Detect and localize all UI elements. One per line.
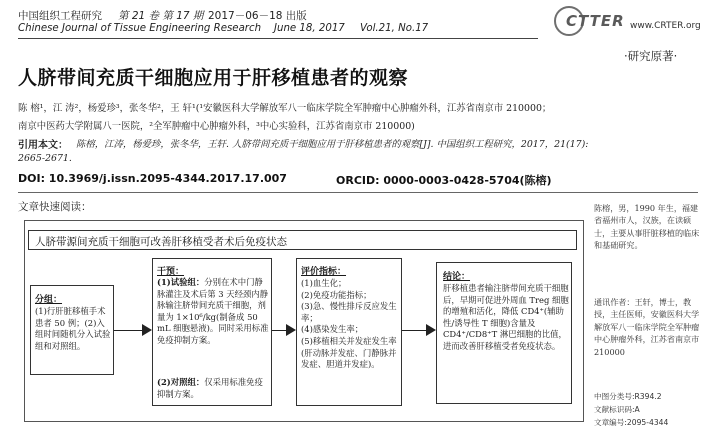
- conclusion-text: 肝移植患者输注脐带间充质干细胞后，早期可促进外周血 Treg 细胞的增殖和活化，降低 CD4⁺(辅助性/诱导性 T 细胞)含量及 CD4⁺/CD8⁺T 淋巴细胞的比值，进而改善肝移植受者免疫状态。: [443, 283, 569, 351]
- class-number: 中图分类号:R394.2: [594, 392, 662, 401]
- exp-label: (1)试验组：: [157, 277, 205, 287]
- arrow-line: [272, 330, 286, 331]
- citation-text: 陈榕，江涛，杨爱珍，张冬华，王轩. 人脐带间充质干细胞应用于肝移植患者的观察[J]. 中国组织工程研究，2017，21(17):: [76, 139, 589, 150]
- doi[interactable]: DOI: 10.3969/j.issn.2095-4344.2017.17.007: [18, 172, 287, 185]
- intervention-ctrl: [157, 377, 269, 400]
- arrow-right-icon: [426, 324, 436, 336]
- logo-text: CTTER: [566, 12, 625, 30]
- eval-item: (2)免疫功能指标；: [301, 289, 372, 300]
- ctrl-text: 仅采用标准免疫抑制方案。: [157, 377, 263, 399]
- author-bio: 陈榕，男，1990 年生，福建省福州市人，汉族，在读硕士，主要从事肝脏移植的临床和基础研究。: [594, 203, 700, 251]
- evaluation-title: 评价指标：: [301, 267, 347, 277]
- authors-line-2: 南京中医药大学附属八一医院，²全军肿瘤中心肿瘤外科，³中心实验科，江苏省南京市 210000): [18, 121, 415, 132]
- journal-logo: [550, 4, 630, 40]
- quick-read-label: 文章快速阅读：: [18, 201, 92, 213]
- eval-item: (1)血生化；: [301, 278, 347, 288]
- group-box: [30, 285, 114, 375]
- eval-item: (5)移植相关并发症发生率(肝动脉并发症、门静脉并发症、胆道并发症)。: [301, 335, 397, 370]
- article-number: 文章编号:2095-4344: [594, 418, 669, 427]
- arrow-line: [402, 330, 426, 331]
- group-text: (1)行肝脏移植手术患者 50 例；(2)入组时间随机分入试验组和对照组。: [35, 306, 111, 351]
- evaluation-list: [301, 278, 399, 371]
- header-rule: [18, 38, 538, 39]
- citation-pages: 2665-2671.: [18, 153, 72, 164]
- eval-item: (4)感染发生率；: [301, 324, 364, 335]
- date-en: June 18, 2017: [274, 23, 345, 34]
- article-type: ·研究原著·: [624, 49, 678, 63]
- flowchart-banner: [28, 230, 577, 250]
- journal-name-cn: 中国组织工程研究: [18, 10, 102, 22]
- date-cn: 2017－06－18 出版: [208, 10, 307, 22]
- issue-cn: 第 21 卷 第 17 期: [118, 10, 204, 22]
- conclusion-title: 结论：: [443, 272, 471, 282]
- banner-text: 人脐带源间充质干细胞可改善肝移植受者术后免疫状态: [35, 236, 287, 248]
- arrow-right-icon: [286, 324, 296, 336]
- journal-name-en: Chinese Journal of Tissue Engineering Research: [18, 23, 262, 34]
- website[interactable]: www.CRTER.org: [630, 21, 701, 31]
- ctrl-label: (2)对照组：: [157, 377, 205, 387]
- orcid[interactable]: ORCID: 0000-0003-0428-5704(陈榕): [336, 174, 552, 187]
- article-title: 人脐带间充质干细胞应用于肝移植患者的观察: [18, 67, 409, 89]
- intervention-box: [152, 258, 272, 406]
- doi-rule: [18, 192, 698, 193]
- eval-item: (3)急、慢性排斥反应发生率；: [301, 301, 397, 323]
- arrow-line: [114, 330, 142, 331]
- corresponding-author: 通讯作者：王轩，博士，教授，主任医师，安徽医科大学解放军八一临床学院全军肿瘤中心肿瘤外科，江苏省南京市 210000: [594, 297, 700, 357]
- exp-text: 分别在术中门静脉灌注及术后第 3 天经颈内静脉输注脐带间充质干细胞，剂量为 1×10⁶/kg(制备成 50 mL 细胞悬液)。同时采用标准免疫抑制方案。: [157, 277, 269, 345]
- volume-en: Vol.21, No.17: [360, 23, 429, 34]
- intervention-exp: [157, 277, 269, 347]
- intervention-title: 干预：: [157, 267, 185, 277]
- document-code: 文献标识码:A: [594, 405, 640, 414]
- arrow-right-icon: [142, 324, 152, 336]
- authors-line-1: 陈 榕¹，江 涛²，杨爱珍³，张冬华²，王 轩¹(¹安徽医科大学解放军八一临床学院全军肿瘤中心肿瘤外科，江苏省南京市 210000；: [18, 103, 552, 114]
- group-title: 分组：: [35, 295, 63, 305]
- conclusion-box: [436, 262, 572, 404]
- citation-label: 引用本文：: [18, 140, 68, 151]
- evaluation-box: [296, 258, 402, 406]
